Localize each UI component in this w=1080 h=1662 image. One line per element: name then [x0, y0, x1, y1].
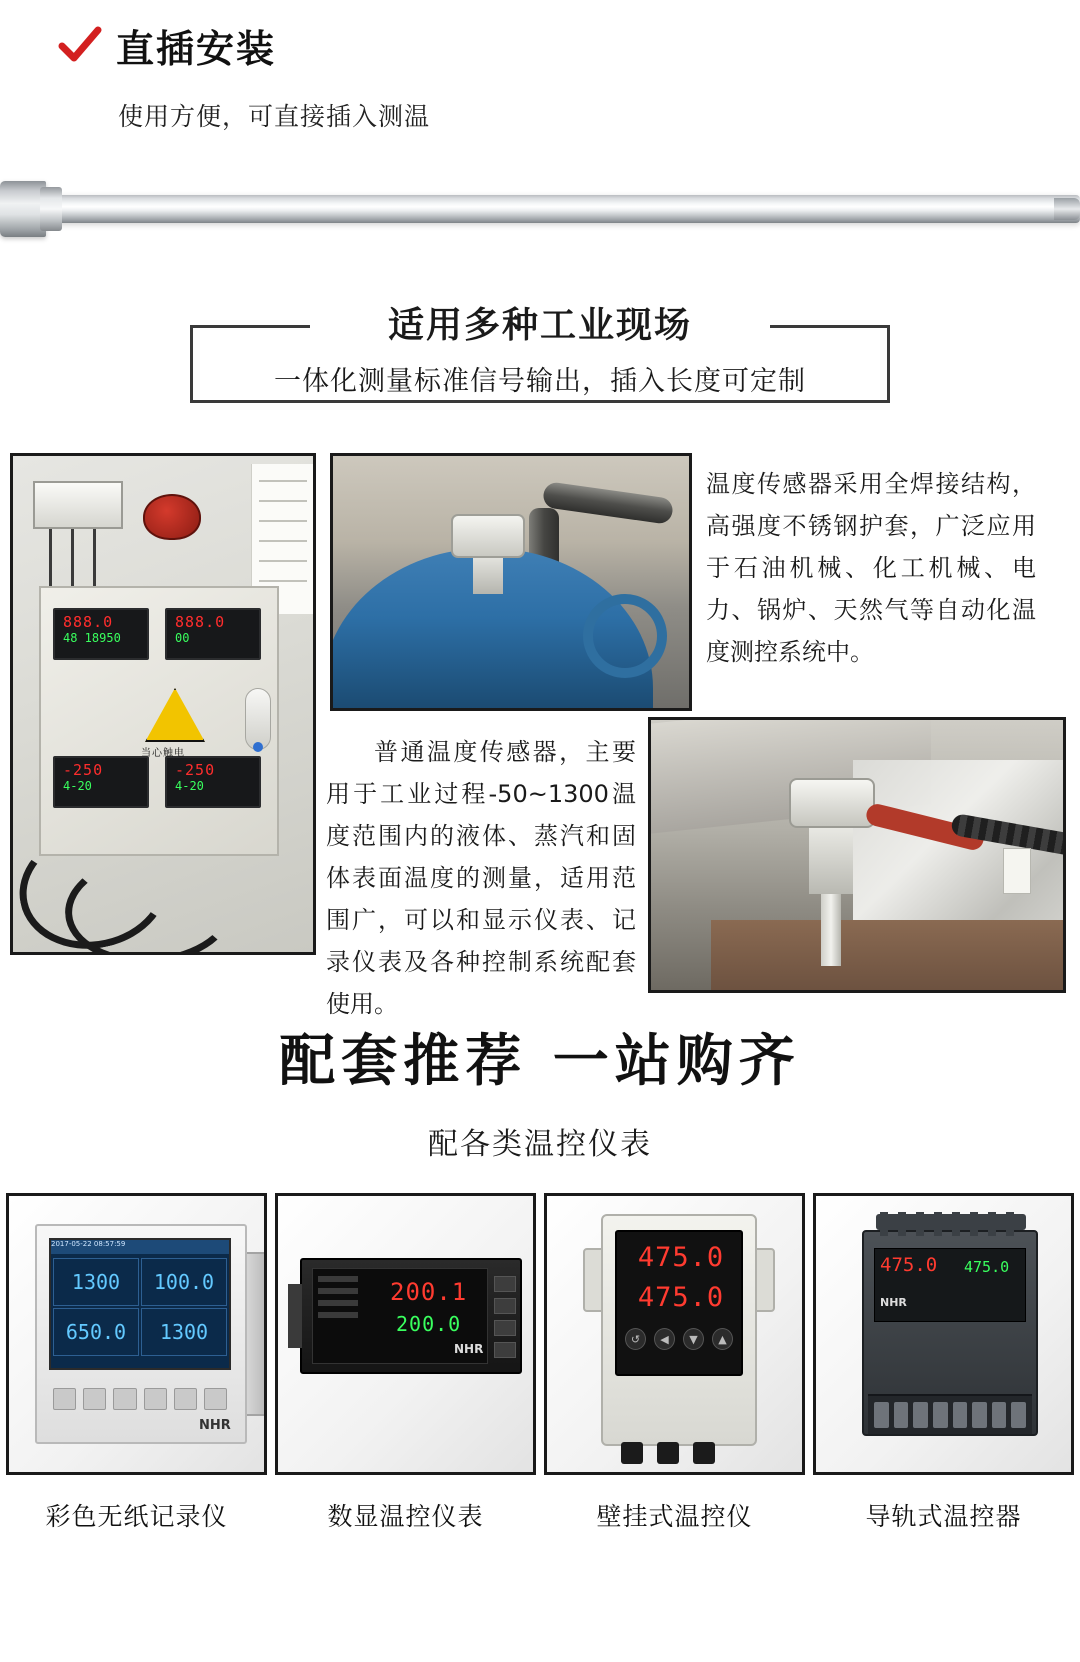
alarm-siren	[143, 494, 201, 540]
key-down: ▼	[683, 1328, 704, 1350]
product-caption: 彩色无纸记录仪	[45, 1502, 228, 1531]
relay-box	[33, 481, 123, 529]
warning-label-text: 当心触电	[141, 748, 185, 759]
brand-logo: NHR	[454, 1342, 484, 1356]
check-icon	[58, 24, 102, 68]
product-caption: 导轨式温控器	[865, 1502, 1022, 1531]
probe-tip	[1054, 198, 1080, 220]
recorder-side-bracket	[245, 1252, 267, 1416]
brand-logo: NHR	[880, 1296, 907, 1309]
recorder-screen-header: 2017-05-22 08:57:59	[51, 1240, 229, 1254]
key-left: ◀	[654, 1328, 675, 1350]
meter-pv-display: 200.1	[390, 1278, 468, 1306]
probe-neck	[40, 187, 62, 231]
paperless-recorder-image	[6, 1193, 267, 1475]
section4-title: 配套推荐 一站购齐	[279, 1029, 801, 1094]
cabinet-meter: 888.0 00	[165, 608, 261, 660]
key-up: ▲	[712, 1328, 733, 1350]
tank-flange-ring	[583, 594, 667, 678]
description-right: 温度传感器采用全焊接结构，高强度不锈钢护套，广泛应用于石油机械、化工机械、电力、锅炉、天然气等自动化温度测控系统中。	[706, 470, 1036, 666]
controller-keys	[625, 1328, 733, 1350]
product-caption: 数显温控仪表	[327, 1502, 484, 1531]
temperature-probe-image	[0, 155, 1080, 265]
section-industrial-sites	[0, 305, 1080, 447]
digital-meter-image	[275, 1193, 536, 1475]
terminal-block	[868, 1394, 1032, 1434]
description-middle: 普通温度传感器，主要用于工业过程-50~1300温度范围内的液体、蒸汽和固体表面温度的测量，适用范围广，可以和显示仪表、记录仪表及各种控制系统配套使用。	[326, 738, 636, 1018]
blue-tank-sensor-photo	[330, 453, 692, 711]
product-card[interactable]	[6, 1193, 267, 1533]
cabinet-meter: -250 4-20	[53, 756, 149, 808]
section1-header	[0, 18, 1080, 73]
sensor-body	[809, 824, 853, 894]
recorder-buttons	[53, 1388, 227, 1410]
mount-ear-right	[755, 1248, 775, 1312]
cabinet-meter: -250 4-20	[165, 756, 261, 808]
product-card[interactable]	[813, 1193, 1074, 1533]
sensor-head	[451, 514, 525, 558]
section4-subtitle: 配各类温控仪表	[428, 1127, 652, 1162]
section2-subtitle: 一体化测量标准信号输出，插入长度可定制	[264, 359, 816, 398]
din-rail-controller-image	[813, 1193, 1074, 1475]
section-recommended-products	[0, 1017, 1080, 1533]
cabinet-switch	[245, 688, 271, 750]
section2-title: 适用多种工业现场	[370, 297, 710, 348]
recorder-value: 650.0	[53, 1308, 139, 1356]
sensor-neck	[473, 554, 503, 594]
section-direct-insert	[0, 0, 1080, 265]
meter-sv-display: 200.0	[396, 1312, 462, 1336]
meter-indicator-leds	[318, 1276, 368, 1336]
page-title: 直插安装	[116, 27, 277, 71]
din-pv-display: 475.0	[880, 1254, 938, 1276]
duct-sensor-photo	[648, 717, 1066, 993]
key-set: ↺	[625, 1328, 646, 1350]
brick-base	[711, 920, 1066, 990]
product-card[interactable]	[544, 1193, 805, 1533]
recorder-value: 1300	[141, 1308, 227, 1356]
meter-keys	[494, 1276, 516, 1358]
sensor-stem	[821, 892, 841, 966]
mount-ear-left	[583, 1248, 603, 1312]
product-caption: 壁挂式温控仪	[596, 1502, 753, 1531]
brand-logo: NHR	[199, 1418, 231, 1433]
recorder-value: 100.0	[141, 1258, 227, 1306]
equipment-tag	[1003, 848, 1031, 894]
control-cabinet-photo	[10, 453, 316, 955]
section-application-photos	[0, 453, 1080, 1018]
product-grid	[0, 1193, 1080, 1533]
recorder-value: 1300	[53, 1258, 139, 1306]
probe-rod	[0, 195, 1080, 223]
meter-mount-tab	[288, 1284, 302, 1348]
indicator-dot	[253, 742, 263, 752]
product-card[interactable]	[275, 1193, 536, 1533]
controller-sv-display: 475.0	[637, 1282, 725, 1313]
wall-mount-controller-image	[544, 1193, 805, 1475]
section1-subtitle: 使用方便，可直接插入测温	[118, 102, 431, 131]
sensor-head	[789, 778, 875, 828]
cable-glands	[621, 1442, 737, 1464]
cabinet-meter: 888.0 48 18950	[53, 608, 149, 660]
controller-pv-display: 475.0	[637, 1242, 725, 1273]
din-sv-display: 475.0	[964, 1258, 1010, 1276]
